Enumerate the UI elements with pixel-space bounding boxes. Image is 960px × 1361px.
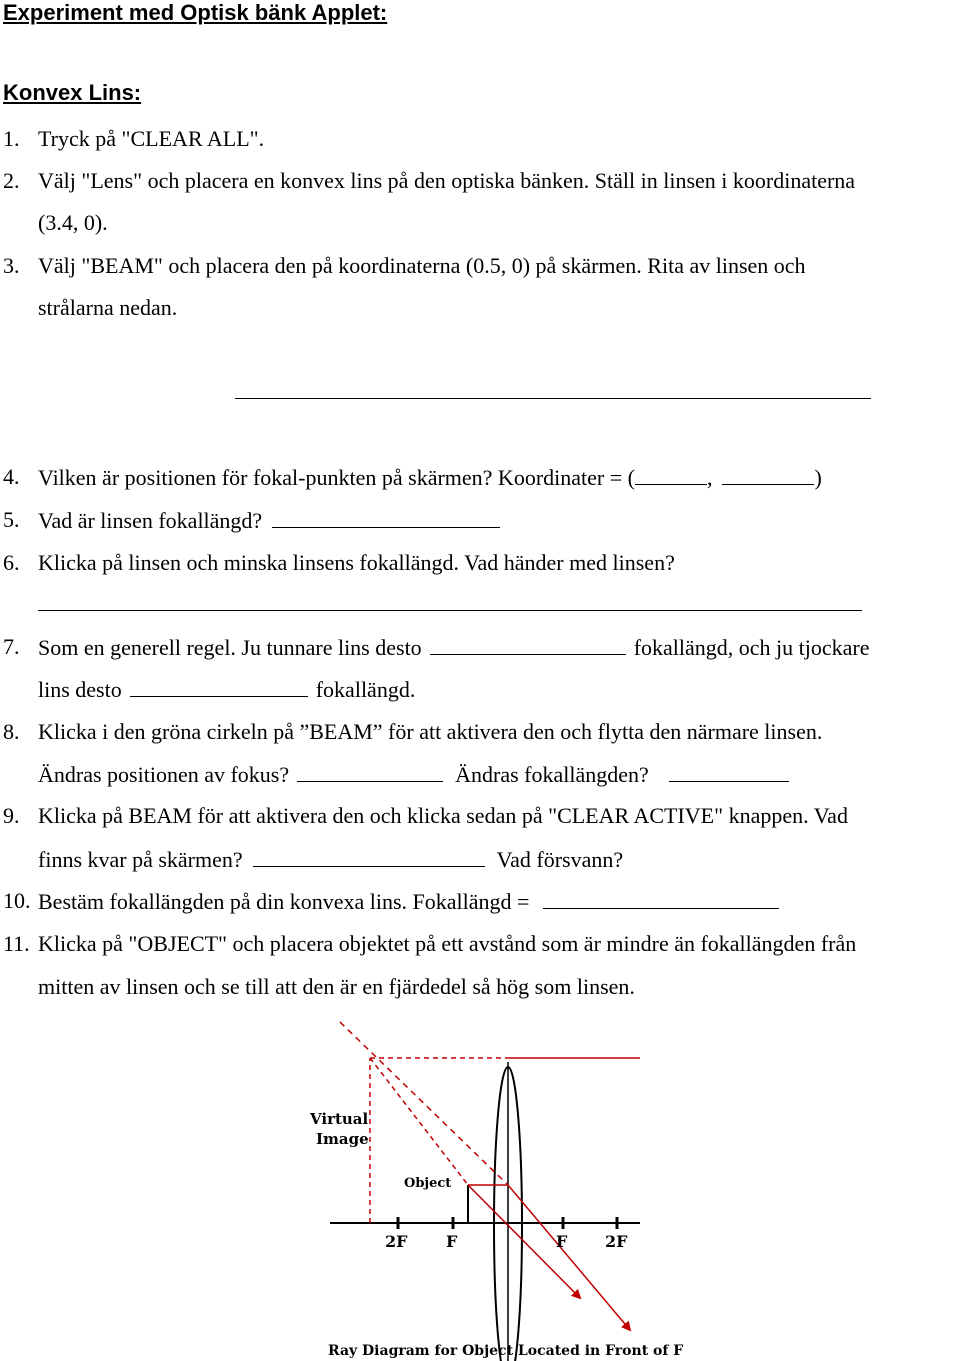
item-8-line2: [38, 761, 789, 788]
item-1-text: Tryck på "CLEAR ALL".: [38, 126, 265, 151]
central-ray-extension: [370, 1058, 468, 1185]
refracted-ray-through-f: [508, 1185, 630, 1330]
item-2-text-line1: Välj "Lens" och placera en konvex lins på den optiska bänken. Ställ in linsen i koordinaterna: [38, 168, 856, 193]
item-5-question: [38, 507, 500, 534]
item-10-number: 10.: [3, 888, 31, 913]
item-9-blank[interactable]: [253, 846, 485, 867]
item-10-text: Bestäm fokallängden på din konvexa lins. Fokallängd =: [38, 889, 530, 914]
axis-label-f-left: F: [446, 1232, 458, 1251]
item-5-blank[interactable]: [272, 507, 500, 528]
item-7-text-d: fokallängd.: [315, 677, 416, 702]
item-7-text-a: Som en generell regel. Ju tunnare lins desto: [38, 635, 422, 660]
item-7-blank-1[interactable]: [430, 634, 626, 655]
item-8-text: Klicka i den gröna cirkeln på ”BEAM” för att aktivera den och flytta den närmare linsen.: [38, 719, 823, 744]
drawing-answer-line: [235, 398, 871, 399]
item-11-number: 11.: [3, 931, 30, 956]
item-10-blank[interactable]: [543, 888, 779, 909]
item-6-number: 6.: [3, 550, 20, 575]
item-4-text: Vilken är positionen för fokal-punkten på skärmen? Koordinater = (: [38, 465, 635, 490]
page-title: Experiment med Optisk bänk Applet:: [3, 0, 388, 25]
axis-label-2f-right: 2F: [605, 1232, 628, 1251]
item-5-text: Vad är linsen fokallängd?: [38, 508, 263, 533]
item-6-text: Klicka på linsen och minska linsens fokallängd. Vad händer med linsen?: [38, 550, 675, 575]
item-11-text-line2: mitten av linsen och se till att den är en fjärdedel så hög som linsen.: [38, 974, 635, 999]
item-11-text: Klicka på "OBJECT" och placera objektet på ett avstånd som är mindre än fokallängden från: [38, 931, 857, 956]
ray-diagram: [0, 1000, 960, 1361]
item-9-text-c: Vad försvann?: [496, 847, 624, 872]
item-4-number: 4.: [3, 464, 20, 489]
item-3-number: 3.: [3, 253, 20, 278]
item-2-text-line2: (3.4, 0).: [38, 210, 108, 235]
item-7-number: 7.: [3, 634, 20, 659]
object-label: Object: [404, 1176, 452, 1191]
item-4-question: [38, 464, 822, 491]
item-7-text-c: lins desto: [38, 677, 122, 702]
item-1-number: 1.: [3, 126, 20, 151]
item-5-number: 5.: [3, 507, 20, 532]
item-2-number: 2.: [3, 168, 20, 193]
item-6-answer-line[interactable]: [38, 610, 862, 611]
item-9-text: Klicka på BEAM för att aktivera den och klicka sedan på "CLEAR ACTIVE" knappen. Vad: [38, 803, 848, 828]
diagram-caption: Ray Diagram for Object Located in Front of F: [328, 1343, 684, 1359]
item-3-text-line1: Välj "BEAM" och placera den på koordinaterna (0.5, 0) på skärmen. Rita av linsen och: [38, 253, 806, 278]
item-4-y-blank[interactable]: [722, 464, 814, 485]
ray-extension-dashed: [340, 1022, 508, 1185]
item-7-line1: [38, 634, 870, 661]
item-9-number: 9.: [3, 803, 20, 828]
item-4-comma: ,: [706, 465, 713, 490]
item-8-text-c: Ändras fokallängden?: [455, 762, 649, 787]
item-7-blank-2[interactable]: [130, 676, 308, 697]
item-8-blank-2[interactable]: [669, 761, 789, 782]
axis-label-f-right: F: [556, 1232, 568, 1251]
item-8-number: 8.: [3, 719, 20, 744]
item-4-x-blank[interactable]: [635, 464, 707, 485]
virtual-image-label-1: Virtual: [310, 1110, 369, 1128]
item-4-close-paren: ): [814, 465, 822, 490]
item-7-text-b: fokallängd, och ju tjockare: [633, 635, 870, 660]
item-9-line2: [38, 846, 623, 873]
item-8-text-b: Ändras positionen av fokus?: [38, 762, 290, 787]
virtual-image-label-2: Image: [316, 1130, 369, 1148]
item-8-blank-1[interactable]: [297, 761, 443, 782]
section-heading: Konvex Lins:: [3, 80, 142, 105]
item-3-text-line2: strålarna nedan.: [38, 295, 178, 320]
axis-label-2f-left: 2F: [385, 1232, 408, 1251]
item-7-line2: [38, 676, 415, 703]
item-10-question: [38, 888, 779, 915]
item-9-text-b: finns kvar på skärmen?: [38, 847, 243, 872]
